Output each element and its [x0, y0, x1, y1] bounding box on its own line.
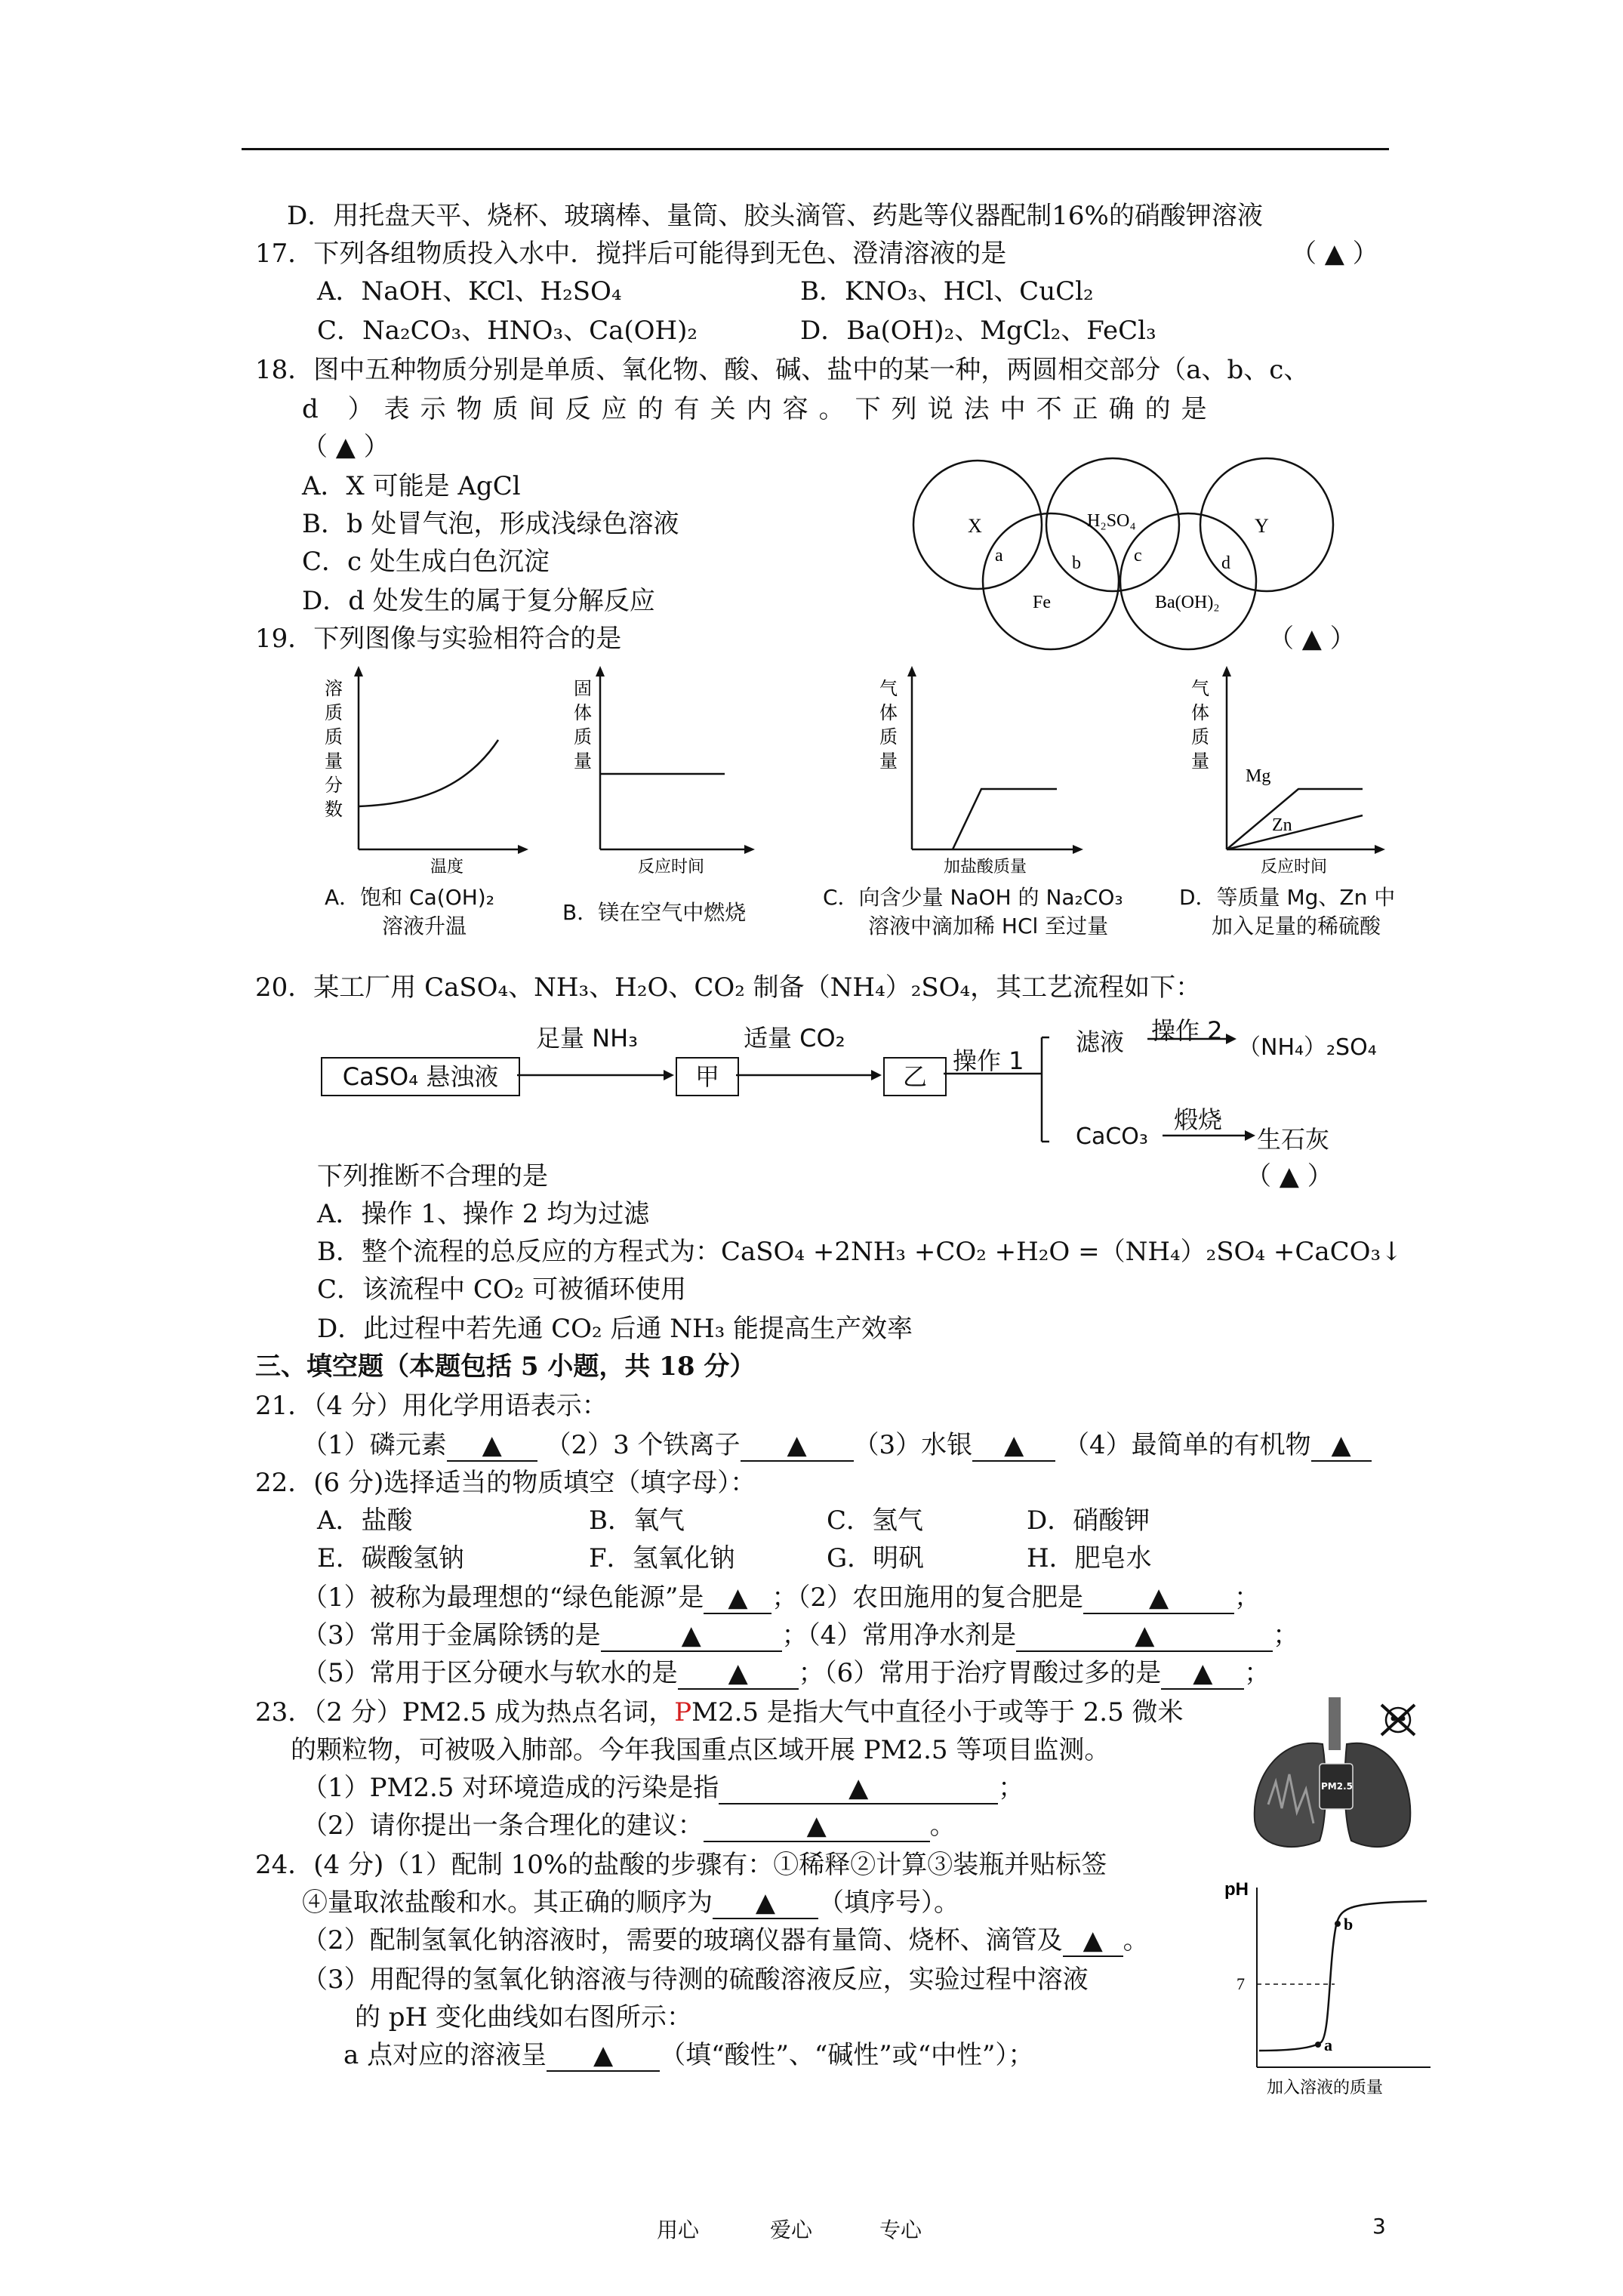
q22-semi-4: ；	[1273, 1620, 1299, 1650]
q22-blank-2[interactable]: ▲	[1083, 1583, 1234, 1614]
q18-answer-mark: （ ▲ ）	[302, 432, 390, 462]
q24-line6b: （填“酸性”、“碱性”或“中性”）；	[660, 2040, 1034, 2070]
q17-answer-mark: （ ▲ ）	[1291, 239, 1378, 269]
graph-b-ylabel-3: 量	[574, 752, 592, 772]
q23-part2	[302, 1811, 956, 1842]
graph-a-ylabel-3: 量	[325, 752, 343, 772]
q22-row-3	[302, 1658, 1270, 1690]
flow-arrow1-label: 足量 NH₃	[536, 1024, 639, 1052]
q23-p1: （1）PM2.5 对环境造成的污染是指	[302, 1773, 719, 1803]
q22-semi-6: ；	[1244, 1658, 1270, 1688]
q22-q6: ；（6）常用于治疗胃酸过多的是	[798, 1658, 1162, 1688]
q21-blank-2[interactable]: ▲	[741, 1430, 854, 1462]
q22-option-b: B．氧气	[589, 1505, 685, 1536]
q22-q1: （1）被称为最理想的“绿色能源”是	[302, 1583, 704, 1613]
ph-curve-graph	[1223, 1872, 1449, 2099]
q22-blank-5[interactable]: ▲	[678, 1658, 799, 1690]
q24-line3	[302, 1925, 1149, 1957]
circle-fe	[983, 513, 1119, 649]
q19-answer-mark: （ ▲ ）	[1268, 624, 1356, 654]
q24-line1: 24．(4 分)（1）配制 10%的盐酸的步骤有：①稀释②计算③装瓶并贴标签	[255, 1850, 1107, 1880]
q24-blank-3[interactable]: ▲	[547, 2040, 660, 2072]
graph-d-caption-2: 加入足量的稀硫酸	[1212, 914, 1381, 938]
graph-a-y-arrow	[354, 666, 363, 676]
graph-b	[562, 664, 766, 883]
label-a: a	[995, 546, 1003, 566]
q20-stem: 20．某工厂用 CaSO₄、NH₃、H₂O、CO₂ 制备（NH₄）₂SO₄，其工艺流程如下：	[255, 972, 1202, 1003]
graph-c-caption-1: C．向含少量 NaOH 的 Na₂CO₃	[823, 885, 1123, 910]
q20-option-b: B．整个流程的总反应的方程式为：CaSO₄ +2NH₃ +CO₂ +H₂O =（NH₄）₂SO₄ +CaCO₃↓	[317, 1237, 1403, 1267]
page-number: 3	[1372, 2214, 1386, 2239]
trachea	[1329, 1697, 1341, 1750]
label-b: b	[1072, 553, 1081, 573]
graph-c-caption-2: 溶液中滴加稀 HCl 至过量	[868, 914, 1109, 938]
q24-line2	[302, 1888, 959, 1919]
ph-point-b-label: b	[1344, 1915, 1354, 1934]
q22-stem: 22．(6 分)选择适当的物质填空（填字母）：	[255, 1468, 756, 1498]
q17-option-d: D．Ba(OH)₂、MgCl₂、FeCl₃	[800, 316, 1156, 346]
graph-d-ylabel-0: 气	[1191, 680, 1209, 699]
q22-option-f: F．氢氧化钠	[589, 1543, 735, 1573]
graph-a-ylabel-0: 溶	[325, 680, 343, 699]
flow-box-jia: 甲	[676, 1057, 739, 1096]
q22-blank-1[interactable]: ▲	[704, 1583, 771, 1614]
graph-a	[317, 664, 544, 883]
graph-a-ylabel-4: 分	[325, 776, 343, 796]
graph-d-zn-label: Zn	[1272, 815, 1292, 835]
graph-d	[1178, 664, 1397, 883]
label-d: d	[1221, 553, 1230, 573]
label-fe: Fe	[1033, 593, 1051, 612]
graph-c-line	[953, 789, 1057, 849]
flow-op1-label: 操作 1	[953, 1046, 1024, 1075]
q23-part1	[302, 1773, 1024, 1804]
graph-c-ylabel-2: 质	[879, 728, 898, 747]
graph-d-x-arrow	[1375, 845, 1385, 854]
ph-curve	[1259, 1901, 1427, 2051]
graph-d-caption-1: D．等质量 Mg、Zn 中	[1179, 885, 1396, 910]
ph-point-b	[1335, 1921, 1341, 1927]
pm25-badge-text: PM2.5	[1321, 1781, 1353, 1792]
graph-b-ylabel-0: 固	[574, 680, 592, 699]
q23-line1b: M2.5 是指大气中直径小于或等于 2.5 微米	[691, 1697, 1184, 1727]
q22-q4: ；（4）常用净水剂是	[781, 1620, 1017, 1650]
graph-a-ylabel-2: 质	[325, 728, 343, 747]
ph-point-a	[1315, 2042, 1321, 2048]
circle-baoh2	[1120, 513, 1256, 649]
q21-part4: （4）最简单的有机物	[1063, 1430, 1311, 1460]
q22-q3: （3）常用于金属除锈的是	[302, 1620, 601, 1650]
q22-blank-4[interactable]: ▲	[1016, 1620, 1273, 1652]
graph-d-xlabel: 反应时间	[1261, 857, 1328, 876]
q22-blank-6[interactable]: ▲	[1161, 1658, 1244, 1690]
footer-text-1: 用心	[657, 2217, 700, 2242]
q22-row-2	[302, 1620, 1298, 1652]
label-h2so4: H₂SO₄	[1087, 511, 1136, 531]
flow-product: （NH₄）₂SO₄	[1238, 1034, 1377, 1061]
q22-row-1	[302, 1583, 1260, 1614]
q20-answer-mark: （ ▲ ）	[1246, 1161, 1333, 1191]
q23-blank-1[interactable]: ▲	[719, 1773, 998, 1804]
flow-lime: 生石灰	[1257, 1125, 1330, 1154]
graph-c-xlabel: 加盐酸质量	[944, 857, 1027, 876]
graph-c-y-arrow	[907, 666, 916, 676]
q22-option-h: H．肥皂水	[1027, 1543, 1152, 1573]
graph-c-ylabel-0: 气	[879, 680, 898, 699]
q24-line4: （3）用配得的氢氧化钠溶液与待测的硫酸溶液反应，实验过程中溶液	[302, 1965, 1089, 1995]
q23-line1-red: P	[674, 1697, 692, 1727]
graph-a-xlabel: 温度	[430, 857, 464, 876]
q24-line3b: 。	[1123, 1925, 1149, 1955]
q21-part2: （2）3 个铁离子	[545, 1430, 741, 1460]
q19-stem: 19．下列图像与实验相符合的是	[255, 624, 622, 654]
flow-filtrate: 滤液	[1076, 1028, 1125, 1056]
q24-blank-1[interactable]: ▲	[713, 1888, 818, 1919]
q24-line6	[343, 2040, 1033, 2072]
graph-c-ylabel-3: 量	[879, 752, 898, 772]
q21-line	[302, 1430, 1372, 1462]
q22-option-g: G．明矾	[827, 1543, 925, 1573]
flow-split	[944, 1027, 1049, 1155]
q23-p2: （2）请你提出一条合理化的建议：	[302, 1811, 704, 1841]
q23-period: 。	[929, 1811, 956, 1841]
q21-blank-3[interactable]: ▲	[972, 1430, 1055, 1462]
q21-blank-4[interactable]: ▲	[1311, 1430, 1372, 1462]
flow-calc-label: 煅烧	[1174, 1105, 1223, 1134]
q20-ask: 下列推断不合理的是	[317, 1161, 548, 1191]
q24-line6a: a 点对应的溶液呈	[343, 2040, 547, 2070]
q17-option-c: C．Na₂CO₃、HNO₃、Ca(OH)₂	[317, 316, 698, 346]
flow-arrow2-label: 适量 CO₂	[744, 1024, 845, 1052]
graph-d-mg-line	[1227, 789, 1363, 849]
flow-arrow-op2	[1147, 1030, 1238, 1048]
graph-b-caption-1: B．镁在空气中燃烧	[562, 900, 747, 925]
graph-a-ylabel-5: 数	[325, 800, 343, 820]
q17-option-b: B．KNO₃、HCl、CuCl₂	[800, 276, 1094, 307]
q18-option-b: B．b 处冒气泡，形成浅绿色溶液	[302, 509, 679, 539]
graph-a-caption-1: A．饱和 Ca(OH)₂	[325, 885, 494, 910]
flow-box-caso4: CaSO₄ 悬浊液	[321, 1057, 520, 1096]
q16-option-d: D．用托盘天平、烧杯、玻璃棒、量筒、胶头滴管、药匙等仪器配制16%的硝酸钾溶液	[287, 201, 1263, 231]
q23-line1a: 23．（2 分）PM2.5 成为热点名词，	[255, 1697, 675, 1727]
flow-arrow-1	[517, 1066, 676, 1084]
flow-op2-label: 操作 2	[1151, 1016, 1223, 1045]
q24-line2b: （填序号）。	[818, 1888, 959, 1918]
q22-option-c: C．氢气	[827, 1505, 924, 1536]
q22-q2: ；（2）农田施用的复合肥是	[771, 1583, 1084, 1613]
flow-arrow-2	[736, 1066, 883, 1084]
ph-point-a-label: a	[1324, 2036, 1332, 2054]
graph-b-x-arrow	[744, 845, 755, 854]
ph-ylabel: pH	[1224, 1879, 1249, 1900]
graph-d-y-arrow	[1222, 666, 1231, 676]
graph-b-xlabel: 反应时间	[638, 857, 705, 876]
q22-option-d: D．硝酸钾	[1027, 1505, 1150, 1536]
q22-blank-3[interactable]: ▲	[601, 1620, 782, 1652]
footer-text-3: 专心	[879, 2217, 922, 2242]
q17-option-a: A．NaOH、KCl、H₂SO₄	[317, 276, 622, 307]
q20-option-a: A．操作 1、操作 2 均为过滤	[317, 1199, 650, 1229]
lungs-pm25-illustration	[1238, 1691, 1419, 1865]
q23-blank-2[interactable]: ▲	[704, 1811, 930, 1842]
ph-seven-label: 7	[1236, 1974, 1245, 1993]
graph-d-ylabel-1: 体	[1191, 704, 1209, 723]
q18-option-a: A．X 可能是 AgCl	[302, 471, 521, 501]
graph-b-ylabel-1: 体	[574, 704, 592, 723]
graph-a-ylabel-1: 质	[325, 704, 343, 723]
graph-d-ylabel-2: 质	[1191, 728, 1209, 747]
label-x: X	[968, 515, 982, 537]
q17-stem: 17．下列各组物质投入水中．搅拌后可能得到无色、澄清溶液的是	[255, 239, 1007, 269]
label-baoh2: Ba(OH)₂	[1155, 593, 1220, 612]
q18-stem-line1: 18．图中五种物质分别是单质、氧化物、酸、碱、盐中的某一种，两圆相交部分（a、b、c、	[255, 355, 1310, 385]
label-y: Y	[1255, 515, 1269, 537]
ph-xlabel: 加入溶液的质量	[1267, 2079, 1384, 2097]
footer-text-2: 爱心	[770, 2217, 813, 2242]
q18-stem-line2: d ）表示物质间反应的有关内容。下列说法中不正确的是	[302, 394, 1218, 424]
q18-option-d: D．d 处发生的属于复分解反应	[302, 586, 655, 616]
q23-line2: 的颗粒物，可被吸入肺部。今年我国重点区域开展 PM2.5 等项目监测。	[291, 1735, 1110, 1765]
q24-line3a: （2）配制氢氧化钠溶液时，需要的玻璃仪器有量筒、烧杯、滴管及	[302, 1925, 1063, 1955]
graph-a-caption-2: 溶液升温	[382, 914, 467, 938]
graph-d-mg-label: Mg	[1246, 766, 1271, 786]
q21-part3: （3）水银	[853, 1430, 973, 1460]
flow-box-yi: 乙	[883, 1057, 947, 1096]
q20-option-d: D．此过程中若先通 CO₂ 后通 NH₃ 能提高生产效率	[317, 1314, 913, 1344]
q20-option-c: C．该流程中 CO₂ 可被循环使用	[317, 1274, 687, 1305]
graph-b-ylabel-2: 质	[574, 728, 592, 747]
q23-semi: ；	[998, 1773, 1024, 1803]
q18-option-c: C．c 处生成白色沉淀	[302, 547, 550, 577]
graph-b-y-arrow	[596, 666, 605, 676]
q24-line2a: ④量取浓盐酸和水。其正确的顺序为	[302, 1888, 713, 1918]
q22-option-a: A．盐酸	[317, 1505, 413, 1536]
q22-semi-2: ；	[1234, 1583, 1261, 1613]
graph-a-curve	[359, 740, 498, 806]
graph-c	[868, 664, 1095, 883]
header-rule	[242, 148, 1389, 150]
q21-blank-1[interactable]: ▲	[447, 1430, 537, 1462]
graph-a-x-arrow	[518, 845, 528, 854]
q22-option-e: E．碳酸氢钠	[317, 1543, 464, 1573]
q24-line5: 的 pH 变化曲线如右图所示：	[355, 2002, 693, 2032]
graph-c-x-arrow	[1073, 845, 1083, 854]
q24-blank-2[interactable]: ▲	[1063, 1925, 1123, 1957]
graph-c-ylabel-1: 体	[879, 704, 898, 723]
q21-stem: 21．（4 分）用化学用语表示：	[255, 1391, 608, 1421]
q23-line1	[255, 1697, 1184, 1727]
q22-q5: （5）常用于区分硬水与软水的是	[302, 1658, 678, 1688]
label-c: c	[1134, 546, 1142, 566]
graph-d-ylabel-3: 量	[1191, 752, 1209, 772]
q21-part1: （1）磷元素	[302, 1430, 447, 1460]
flow-arrow-calc	[1163, 1126, 1257, 1145]
section-3-title: 三、填空题（本题包括 5 小题，共 18 分）	[255, 1351, 756, 1382]
flow-caco3: CaCO₃	[1076, 1123, 1148, 1150]
